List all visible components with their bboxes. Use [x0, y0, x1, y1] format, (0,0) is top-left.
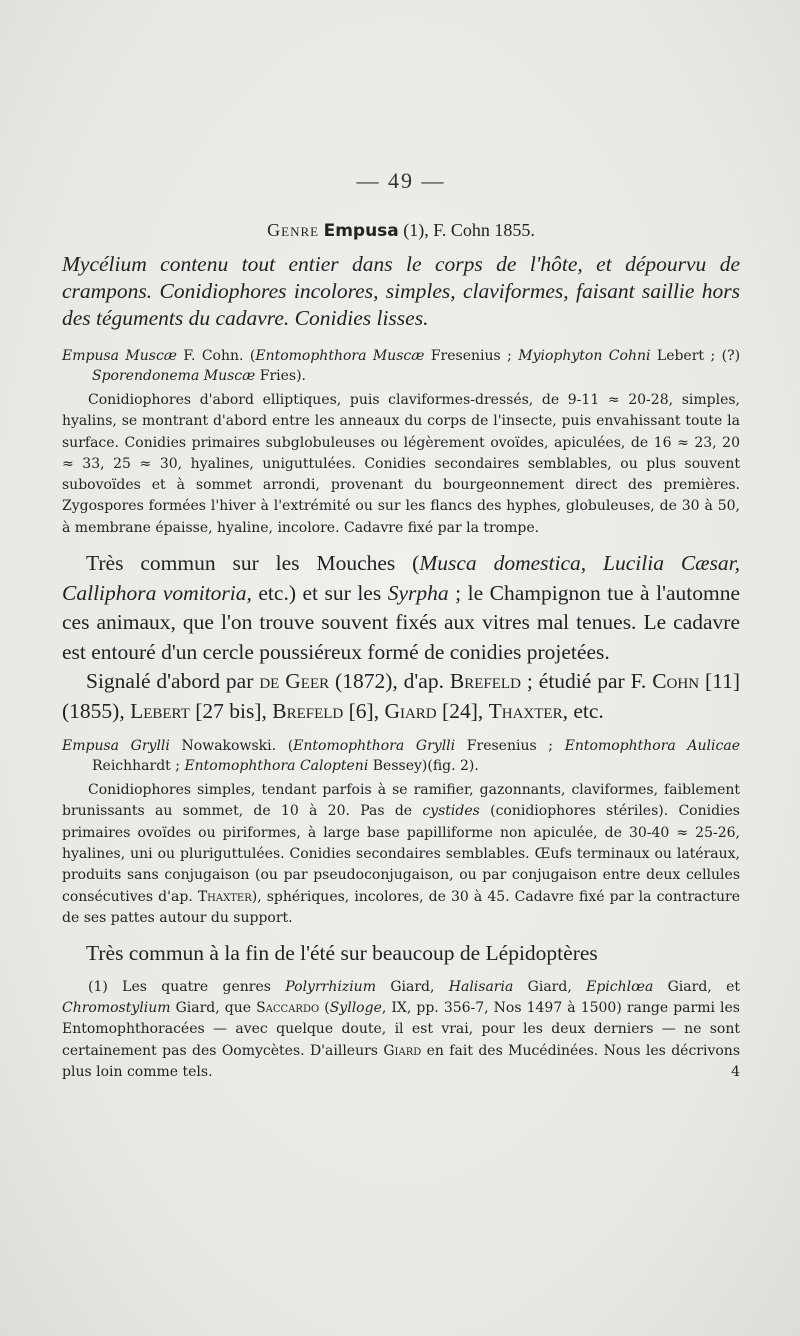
empusa-muscae-references-paragraph: Signalé d'abord par de Geer (1872), d'ap. Brefeld ; étudié par F. Cohn [11] (1855), Lebert [27 bis], Brefeld [6], Giard [24], Thaxter, etc.	[62, 669, 740, 723]
genus-label: Genre	[267, 220, 320, 240]
species-name: Empusa Grylli	[62, 738, 170, 755]
species-name: Empusa Muscæ	[62, 348, 177, 364]
species-empusa-grylli-description: Conidiophores simples, tendant parfois à se ramifier, gazonnants, claviformes, faiblement brunissants au sommet, de 10 à 20. Pas de cystides (conidiophores stériles). Conidies primaires ovoïdes ou piriformes, à large base papilliforme non apiculée, de 30-40 ≈ 25-26, hyalines, uni ou pluriguttulées. Conidies secondaires semblables. Œufs terminaux ou latéraux, produits sans conjugaison (ou par pseudoconjugaison, ou par conjugaison entre deux cellules consécutives d'ap. Thaxter), sphériques, incolores, de 30 à 45. Cadavre fixé par la contracture de ses pattes autour du support.	[62, 782, 740, 926]
species-empusa-muscae-synonymy: Empusa Muscæ F. Cohn. (Entomophthora Muscæ Fresenius ; Myiophyton Cohni Lebert ; (?) Sporendonema Muscæ Fries).	[62, 348, 741, 384]
genus-name: Empusa	[323, 221, 399, 241]
signature-mark: 4	[731, 1063, 740, 1080]
empusa-muscae-habitat-paragraph: Très commun sur les Mouches (Musca domestica, Lucilia Cæsar, Calliphora vomitoria, etc.) et sur les Syrpha ; le Champignon tue à l'automne ces animaux, que l'on trouve souvent fixés aux vitres mal tenues. Le cadavre est entouré d'un cercle poussiéreux formé de conidies projetées.	[62, 551, 740, 664]
genus-heading	[62, 220, 740, 241]
genus-diagnosis: Mycélium contenu tout entier dans le corps de l'hôte, et dépourvu de crampons. Conidiophores incolores, simples, claviformes, faisant saillie hors des téguments du cadavre. Conidies lisses.	[62, 252, 740, 330]
genus-note-ref: (1),	[403, 220, 429, 240]
species-empusa-muscae-description: Conidiophores d'abord elliptiques, puis claviformes-dressés, de 9-11 ≈ 20-28, simples, hyalins, se montrant d'abord entre les anneaux du corps de l'insecte, puis envahissant toute la surface. Conidies primaires subglobuleuses ou légèrement ovoïdes, apiculées, de 16 ≈ 23, 20 ≈ 33, 25 ≈ 30, hyalines, uniguttulées. Conidies secondaires semblables, ou plus souvent subovoïdes et à sommet arrondi, provenant du bourgeonnement direct des premières. Zygospores formées l'hiver à l'extrémité ou sur les flancs des hyphes, globuleuses, de 30 à 50, à membrane épaisse, hyaline, incolore. Cadavre fixé par la trompe.	[62, 392, 740, 536]
page-number: — 49 —	[356, 168, 446, 193]
footnote: (1) Les quatre genres Polyrrhizium Giard, Halisaria Giard, Epichlœa Giard, et Chromostylium Giard, que Saccardo (Sylloge, IX, pp. 356-7, Nos 1497 à 1500) range parmi les Entomophthoracées — avec quelque doute, il est vrai, pour les deux derniers — ne sont certainement pas des Oomycètes. D'ailleurs Giard en fait des Mucédinées. Nous les décrivons plus loin comme tels. 4	[62, 977, 740, 1083]
empusa-grylli-habitat-line: Très commun à la fin de l'été sur beaucoup de Lépidoptères	[86, 941, 598, 966]
species-empusa-grylli-synonymy: Empusa Grylli Nowakowski. (Entomophthora Grylli Fresenius ; Entomophthora Aulicae Reichhardt ; Entomophthora Calopteni Bessey)(fig. 2).	[62, 738, 740, 775]
genus-author: F. Cohn 1855.	[433, 220, 535, 240]
